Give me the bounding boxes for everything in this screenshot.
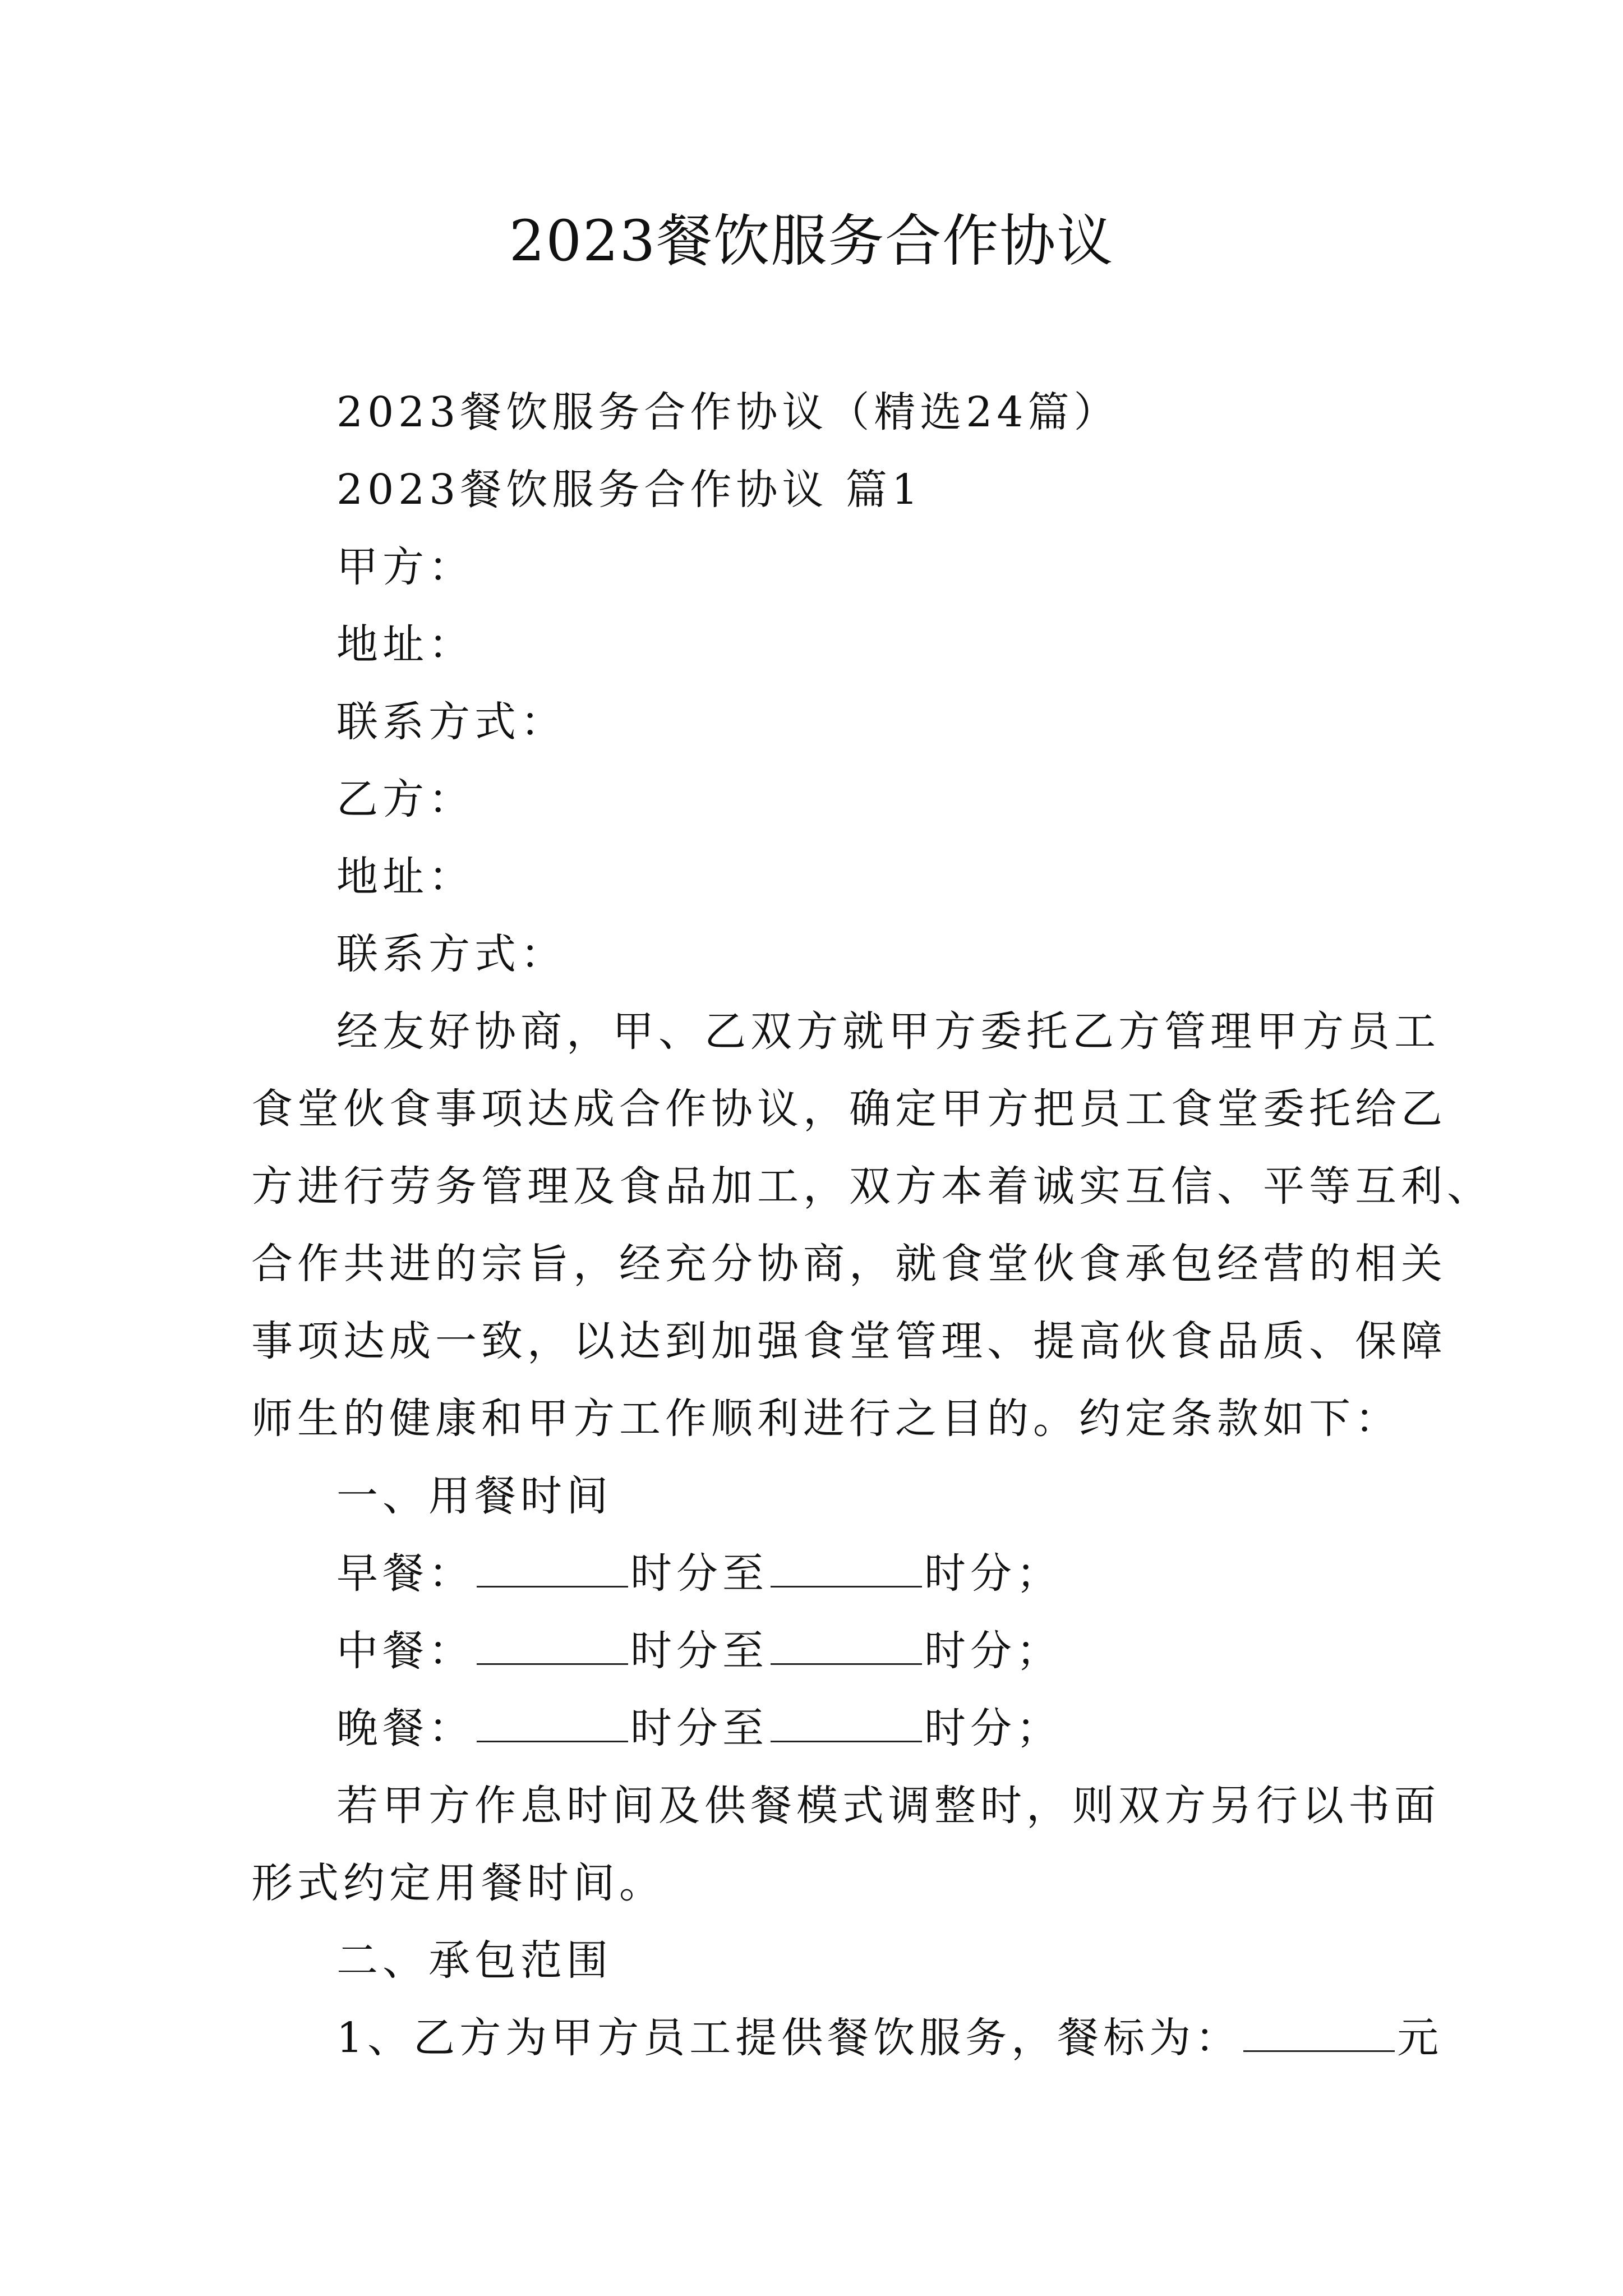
party-a-address-label: 地址：	[336, 620, 474, 669]
meal-row-breakfast	[336, 1545, 1062, 1602]
blank-line	[1243, 2011, 1395, 2052]
meal-mid-text: 时分至	[630, 1704, 768, 1752]
meal-end-text: 时分；	[924, 1549, 1062, 1598]
blank-line	[771, 1701, 922, 1742]
party-b-contact-label: 联系方式：	[336, 930, 566, 978]
intro-paragraph-line: 师生的健康和甲方工作顺利进行之目的。约定条款如下：	[251, 1395, 1401, 1443]
meal-end-text: 时分；	[924, 1627, 1062, 1675]
section-heading: 2023餐饮服务合作协议 篇1	[336, 466, 923, 514]
document-subtitle: 2023餐饮服务合作协议（精选24篇）	[336, 388, 1120, 436]
meal-end-text: 时分；	[924, 1704, 1062, 1752]
blank-line	[477, 1701, 628, 1742]
blank-line	[771, 1624, 922, 1665]
intro-paragraph-line: 方进行劳务管理及食品加工，双方本着诚实互信、平等互利、	[251, 1162, 1493, 1211]
party-b-label: 乙方：	[336, 775, 474, 823]
document-title: 2023餐饮服务合作协议	[509, 208, 1114, 274]
intro-paragraph-line: 合作共进的宗旨，经充分协商，就食堂伙食承包经营的相关	[251, 1240, 1447, 1288]
intro-paragraph-line: 经友好协商，甲、乙双方就甲方委托乙方管理甲方员工	[336, 1007, 1440, 1056]
meal-label: 中餐：	[336, 1627, 474, 1675]
blank-line	[771, 1547, 922, 1588]
party-a-label: 甲方：	[336, 543, 474, 591]
adjust-paragraph-line: 形式约定用餐时间。	[251, 1859, 665, 1907]
meal-label: 晚餐：	[336, 1704, 474, 1752]
item1-text: 1、乙方为甲方员工提供餐饮服务，餐标为：	[336, 2014, 1242, 2062]
intro-paragraph-line: 食堂伙食事项达成合作协议，确定甲方把员工食堂委托给乙	[251, 1085, 1447, 1133]
meal-row-lunch	[336, 1623, 1062, 1679]
section1-heading: 一、用餐时间	[336, 1472, 612, 1520]
meal-mid-text: 时分至	[630, 1627, 768, 1675]
intro-paragraph-line: 事项达成一致，以达到加强食堂管理、提高伙食品质、保障	[251, 1317, 1447, 1365]
blank-line	[477, 1624, 628, 1665]
item1-line	[336, 2010, 1443, 2066]
party-b-address-label: 地址：	[336, 853, 474, 901]
item1-unit: 元	[1397, 2014, 1444, 2062]
meal-row-dinner	[336, 1700, 1062, 1756]
party-a-contact-label: 联系方式：	[336, 698, 566, 746]
adjust-paragraph-line: 若甲方作息时间及供餐模式调整时，则双方另行以书面	[336, 1782, 1440, 1830]
meal-mid-text: 时分至	[630, 1549, 768, 1598]
section2-heading: 二、承包范围	[336, 1936, 612, 1985]
blank-line	[477, 1547, 628, 1588]
meal-label: 早餐：	[336, 1549, 474, 1598]
